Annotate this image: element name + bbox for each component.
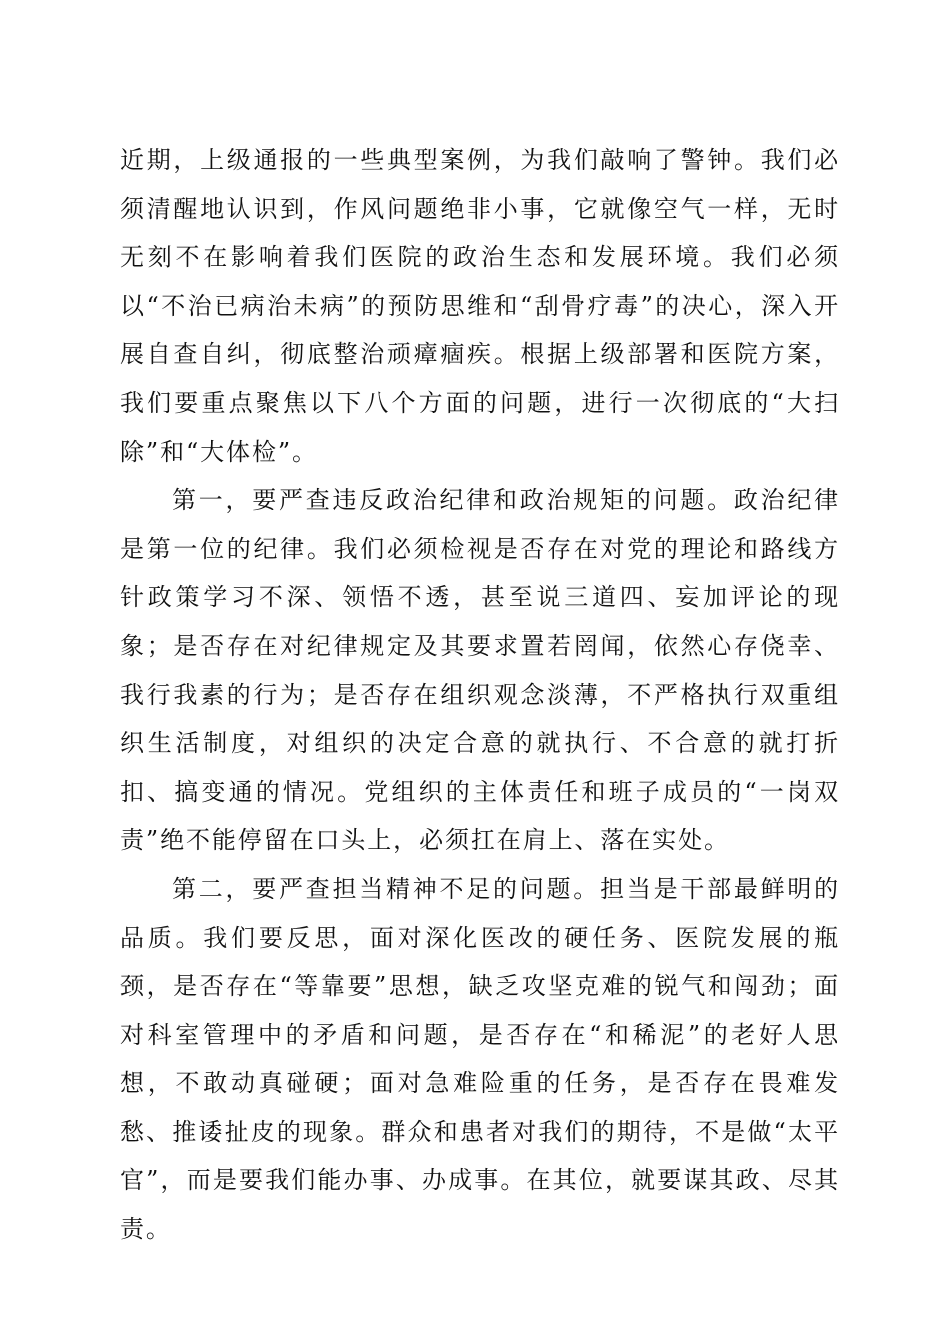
document-body	[120, 136, 840, 1254]
paragraph-second-point: 第二，要严查担当精神不足的问题。担当是干部最鲜明的品质。我们要反思，面对深化医改的硬任务、医院发展的瓶颈，是否存在“等靠要”思想，缺乏攻坚克难的锐气和闯劲；面对科室管理中的矛盾和问题，是否存在“和稀泥”的老好人思想，不敢动真碰硬；面对急难险重的任务，是否存在畏难发愁、推诿扯皮的现象。群众和患者对我们的期待，不是做“太平官”，而是要我们能办事、办成事。在其位，就要谋其政、尽其责。	[120, 874, 840, 1244]
paragraph-intro: 近期，上级通报的一些典型案例，为我们敲响了警钟。我们必须清醒地认识到，作风问题绝非小事，它就像空气一样，无时无刻不在影响着我们医院的政治生态和发展环境。我们必须以“不治已病治未病”的预防思维和“刮骨疗毒”的决心，深入开展自查自纠，彻底整治顽瘴痼疾。根据上级部署和医院方案，我们要重点聚焦以下八个方面的问题，进行一次彻底的“大扫除”和“大体检”。	[120, 146, 840, 466]
paragraph-first-point: 第一，要严查违反政治纪律和政治规矩的问题。政治纪律是第一位的纪律。我们必须检视是否存在对党的理论和路线方针政策学习不深、领悟不透，甚至说三道四、妄加评论的现象；是否存在对纪律规定及其要求置若罔闻，依然心存侥幸、我行我素的行为；是否存在组织观念淡薄，不严格执行双重组织生活制度，对组织的决定合意的就执行、不合意的就打折扣、搞变通的情况。党组织的主体责任和班子成员的“一岗双责”绝不能停留在口头上，必须扛在肩上、落在实处。	[120, 486, 840, 855]
